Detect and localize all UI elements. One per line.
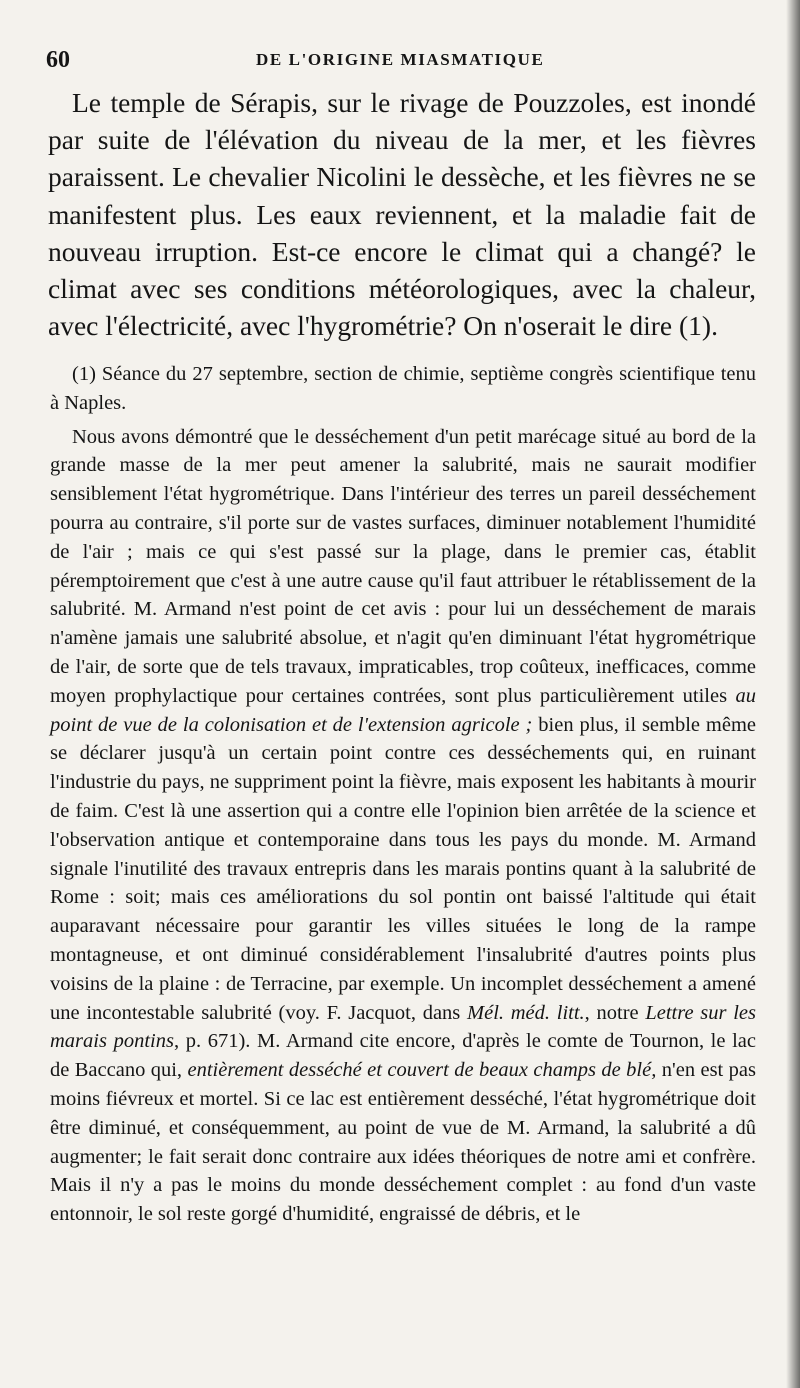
footnote-section xyxy=(50,360,756,1229)
footnote-text-part1: Nous avons démontré que le desséchement d'un petit marécage situé au bord de la grande masse de la mer peut amener la salubrité, mais ne saurait modifier sensiblement l'état hygrométrique. Dans l'intérieur des terres un pareil desséchement pourra au contraire, s'il porte sur de vastes surfaces, diminuer notablement l'humidité de l'air ; mais ce qui s'est passé sur la plage, dans le premier cas, établit péremptoirement que c'est à une autre cause qu'il faut attribuer le rétablissement de la salubrité. M. Armand n'est point de cet avis : pour lui un desséchement de marais n'amène jamais une salubrité absolue, et n'agit qu'en diminuant l'état hygrométrique de l'air, de sorte que de tels travaux, impraticables, trop coûteux, inefficaces, comme moyen prophylactique pour certaines contrées, sont plus particulièrement utiles xyxy=(50,425,756,707)
running-head xyxy=(46,46,746,74)
italic-citation-journal: Mél. méd. litt. xyxy=(467,1001,585,1024)
italic-citation-lettre: Lettre sur les marais pontins xyxy=(50,1001,756,1053)
footnote-text-part3: , notre xyxy=(584,1001,646,1024)
italic-phrase-colonisation: au point de vue de la colonisation et de l'extension agricole ; xyxy=(50,684,756,736)
footnote-body xyxy=(50,423,756,1229)
footnote-text-part5: n'en est pas moins fiévreux et mortel. Si ce lac est entièrement desséché, l'état hygrométrique doit être diminué, et conséquemment, au point de vue de M. Armand, la salubrité a dû augmenter; le fait serait donc contraire aux idées théoriques de notre ami et confrère. Mais il n'y a pas le moins du monde desséchement complet : au fond d'un vaste entonnoir, le sol reste gorgé d'humidité, engraissé de débris, et le xyxy=(50,1059,756,1226)
main-text xyxy=(48,84,756,344)
italic-phrase-baccano: entièrement desséché et couvert de beaux champs de blé, xyxy=(187,1059,657,1082)
running-title: DE L'ORIGINE MIASMATIQUE xyxy=(256,50,545,69)
footnote-text-part2: bien plus, il semble même se déclarer jusqu'à un certain point contre ces desséchements qui, en ruinant l'industrie du pays, ne suppriment point la fièvre, mais exposent les habitants à mourir de faim. C'est là une assertion qui a contre elle l'opinion bien arrêtée de la science et l'observation antique et contemporaine dans tous les pays du monde. M. Armand signale l'inutilité des travaux entrepris dans les marais pontins quant à la salubrité de Rome : soit; mais ces améliorations du sol pontin ont baissé l'altitude qui était auparavant nécessaire pour garantir les villes situées le long de la rampe montagneuse, et ont diminué considérablement l'insalubrité d'autres points plus voisins de la plaine : de Terracine, par exemple. Un incomplet desséchement a amené une incontestable salubrité (voy. F. Jacquot, dans xyxy=(50,713,757,1024)
main-paragraph: Le temple de Sérapis, sur le rivage de Pouzzoles, est inondé par suite de l'élévation du niveau de la mer, et les fièvres paraissent. Le chevalier Nicolini le dessèche, et les fièvres ne se manifestent plus. Les eaux reviennent, et la maladie fait de nouveau irruption. Est-ce encore le climat qui a changé? le climat avec ses conditions météorologiques, avec la chaleur, avec l'électricité, avec l'hygrométrie? On n'oserait le dire (1). xyxy=(48,87,756,342)
footnote-text-part4: , p. 671). M. Armand cite encore, d'après le comte de Tournon, le lac de Baccano qui, xyxy=(50,1030,756,1082)
footnote-citation: (1) Séance du 27 septembre, section de chimie, septième congrès scientifique tenu à Naples. xyxy=(50,363,756,414)
page-number: 60 xyxy=(46,47,70,73)
